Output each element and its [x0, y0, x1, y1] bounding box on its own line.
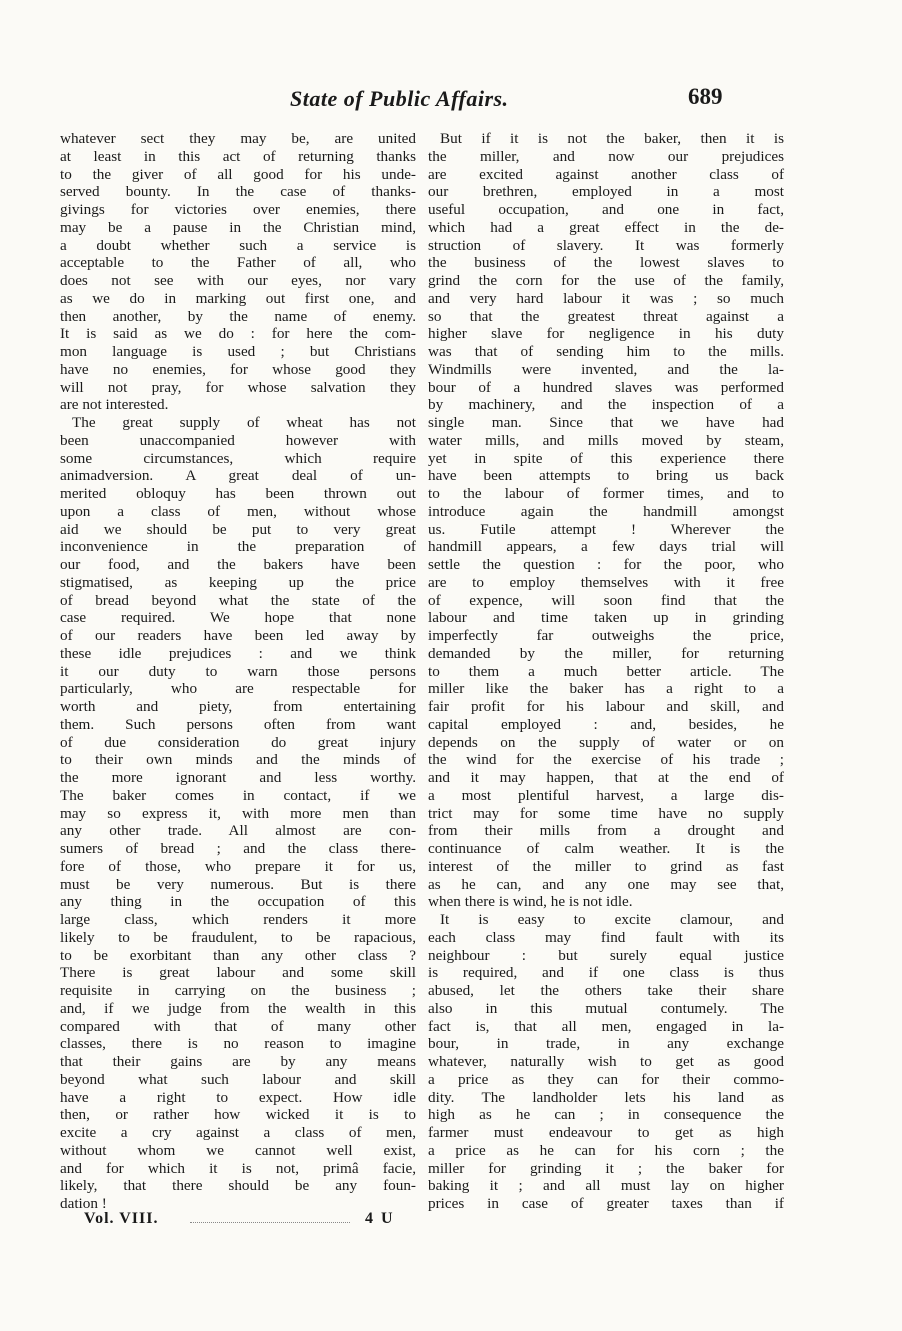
text-line: must be very numerous. But is there	[60, 875, 416, 893]
text-line: a most plentiful harvest, a large dis-	[428, 786, 784, 804]
text-line: inconvenience in the preparation of	[60, 538, 416, 556]
text-line: them. Such persons often from want	[60, 715, 416, 733]
text-line: large class, which renders it more	[60, 911, 416, 928]
text-line: is required, and if one class is thus	[428, 964, 784, 982]
text-line: the business of the lowest slaves to	[428, 254, 784, 272]
text-line: capital employed : and, besides, he	[428, 715, 784, 733]
text-line: does not see with our eyes, nor vary	[60, 272, 416, 289]
text-line: introduce again the handmill amongst	[428, 502, 784, 520]
text-line: and very hard labour it was ; so much	[428, 289, 784, 307]
text-line: farmer must endeavour to get as high	[428, 1124, 784, 1141]
left-column	[60, 130, 416, 1213]
text-line: baking it ; and all must lay on higher	[428, 1177, 784, 1195]
text-line: to them a much better article. The	[428, 662, 784, 680]
text-line: have a right to expect. How idle	[60, 1088, 416, 1106]
text-line: are to employ themselves with it free	[428, 573, 784, 591]
text-line: excite a cry against a class of men,	[60, 1124, 416, 1141]
text-line: from their mills from a drought and	[428, 822, 784, 840]
text-line: handmill appears, a few days trial will	[428, 538, 784, 556]
text-line: are excited against another class of	[428, 165, 784, 183]
text-line: the wind for the exercise of his trade ;	[428, 751, 784, 769]
text-line: imperfectly far outweighs the price,	[428, 627, 784, 644]
text-line: upon a class of men, without whose	[60, 502, 416, 520]
text-line: of our readers have been led away by	[60, 627, 416, 644]
text-line: have no enemies, for whose good they	[60, 360, 416, 378]
text-line: any other trade. All almost are con-	[60, 822, 416, 840]
text-line: givings for victories over enemies, there	[60, 201, 416, 218]
text-line: animadversion. A great deal of un-	[60, 467, 416, 485]
text-line: beyond what such labour and skill	[60, 1070, 416, 1088]
text-line: water mills, and mills moved by steam,	[428, 431, 784, 449]
text-line: when there is wind, he is not idle.	[428, 893, 633, 911]
text-line: to their own minds and the minds of	[60, 751, 416, 769]
text-line: will not pray, for whose salvation they	[60, 378, 416, 396]
text-line: a price as they can for their commo-	[428, 1070, 784, 1088]
text-line: and, if we judge from the wealth in this	[60, 999, 416, 1017]
right-column	[428, 130, 784, 1213]
text-line: our food, and the bakers have been	[60, 556, 416, 573]
text-line: yet in spite of this experience there	[428, 449, 784, 467]
text-line: to be exorbitant than any other class ?	[60, 946, 416, 964]
text-line: have been attempts to bring us back	[428, 467, 784, 485]
text-line: as we do in marking out first one, and	[60, 289, 416, 307]
text-line: of bread beyond what the state of the	[60, 591, 416, 609]
text-line: may so express it, with more men than	[60, 804, 416, 822]
text-line: higher slave for negligence in his duty	[428, 325, 784, 343]
text-line: The baker comes in contact, if we	[60, 786, 416, 804]
text-line: classes, there is no reason to imagine	[60, 1035, 416, 1053]
text-line: depends on the supply of water or on	[428, 733, 784, 751]
text-line: useful occupation, and one in fact,	[428, 201, 784, 218]
text-line: a price as he can for his corn ; the	[428, 1141, 784, 1159]
text-line: the miller, and now our prejudices	[428, 147, 784, 165]
text-line: and it may happen, that at the end of	[428, 769, 784, 786]
text-line: bour, in trade, in any exchange	[428, 1035, 784, 1053]
text-line: been unaccompanied however with	[60, 431, 416, 449]
text-line: fact is, that all men, engaged in la-	[428, 1017, 784, 1035]
text-line: interest of the miller to grind as fast	[428, 857, 784, 875]
text-line: as he can, and any one may see that,	[428, 875, 784, 893]
text-line: There is great labour and some skill	[60, 964, 416, 982]
text-line: dity. The landholder lets his land as	[428, 1088, 784, 1106]
text-line: then, or rather how wicked it is to	[60, 1106, 416, 1124]
text-line: by machinery, and the inspection of a	[428, 396, 784, 414]
text-line: likely to be fraudulent, to be rapacious,	[60, 928, 416, 946]
text-line: trict may for some time have no supply	[428, 804, 784, 822]
text-line: labour and time taken up in grinding	[428, 609, 784, 627]
text-line: abused, let the others take their share	[428, 982, 784, 999]
text-line: served bounty. In the case of thanks-	[60, 183, 416, 201]
text-line: may be a pause in the Christian mind,	[60, 218, 416, 236]
text-line: high as he can ; in consequence the	[428, 1106, 784, 1124]
text-line: the more ignorant and less worthy.	[60, 769, 416, 786]
text-line: But if it is not the baker, then it is	[440, 130, 784, 147]
text-line: It is said as we do : for here the com-	[60, 325, 416, 343]
text-line: The great supply of wheat has not	[72, 414, 416, 431]
text-line: whatever sect they may be, are united	[60, 130, 416, 147]
running-title: State of Public Affairs.	[290, 86, 509, 111]
text-line: are not interested.	[60, 396, 169, 414]
dotted-leader	[190, 1222, 350, 1223]
text-line: likely, that there should be any foun-	[60, 1177, 416, 1195]
text-line: a doubt whether such a service is	[60, 236, 416, 254]
text-line: it our duty to warn those persons	[60, 662, 416, 680]
text-line: our brethren, employed in a most	[428, 183, 784, 201]
text-line: without whom we cannot well exist,	[60, 1141, 416, 1159]
text-line: at least in this act of returning thanks	[60, 147, 416, 165]
text-line: that their gains are by any means	[60, 1053, 416, 1070]
text-line: miller like the baker has a right to a	[428, 680, 784, 698]
text-line: bour of a hundred slaves was performed	[428, 378, 784, 396]
text-line: compared with that of many other	[60, 1017, 416, 1035]
text-line: some circumstances, which require	[60, 449, 416, 467]
text-line: fair profit for his labour and skill, and	[428, 698, 784, 715]
text-line: whatever, naturally wish to get as good	[428, 1053, 784, 1070]
text-line: any thing in the occupation of this	[60, 893, 416, 911]
text-line: mon language is used ; but Christians	[60, 343, 416, 360]
text-line: each class may find fault with its	[428, 928, 784, 946]
page-number: 689	[688, 84, 723, 109]
text-line: continuance of calm weather. It is the	[428, 840, 784, 857]
signature-note: 4 U	[365, 1210, 395, 1227]
text-line: merited obloquy has been thrown out	[60, 485, 416, 502]
text-line: also in this mutual contumely. The	[428, 999, 784, 1017]
text-line: case required. We hope that none	[60, 609, 416, 627]
text-line: to the giver of all good for his unde-	[60, 165, 416, 183]
text-line: prices in case of greater taxes than if	[428, 1195, 784, 1212]
running-head	[0, 86, 902, 116]
text-line: these idle prejudices : and we think	[60, 644, 416, 662]
text-line: us. Futile attempt ! Wherever the	[428, 520, 784, 538]
text-line: then another, by the name of enemy.	[60, 307, 416, 325]
text-line: stigmatised, as keeping up the price	[60, 573, 416, 591]
text-line: requisite in carrying on the business ;	[60, 982, 416, 999]
text-line: so that the greatest threat against a	[428, 307, 784, 325]
text-line: of expence, will soon find that the	[428, 591, 784, 609]
text-line: and for which it is not, primâ facie,	[60, 1159, 416, 1177]
text-line: struction of slavery. It was formerly	[428, 236, 784, 254]
text-line: settle the question : for the poor, who	[428, 556, 784, 573]
text-line: Windmills were invented, and the la-	[428, 360, 784, 378]
text-line: was that of sending him to the mills.	[428, 343, 784, 360]
text-line: miller for grinding it ; the baker for	[428, 1159, 784, 1177]
volume-mark: Vol. VIII.	[84, 1210, 159, 1227]
text-line: sumers of bread ; and the class there-	[60, 840, 416, 857]
text-line: dation !	[60, 1195, 107, 1212]
text-line: acceptable to the Father of all, who	[60, 254, 416, 272]
text-line: grind the corn for the use of the family,	[428, 272, 784, 289]
text-line: aid we should be put to very great	[60, 520, 416, 538]
text-line: of due consideration do great injury	[60, 733, 416, 751]
text-line: to the labour of former times, and to	[428, 485, 784, 502]
text-line: worth and piety, from entertaining	[60, 698, 416, 715]
text-line: neighbour : but surely equal justice	[428, 946, 784, 964]
text-line: single man. Since that we have had	[428, 414, 784, 431]
text-line: It is easy to excite clamour, and	[440, 911, 784, 928]
text-line: fore of those, who prepare it for us,	[60, 857, 416, 875]
text-line: which had a great effect in the de-	[428, 218, 784, 236]
text-line: particularly, who are respectable for	[60, 680, 416, 698]
page-footer	[0, 1210, 902, 1234]
text-line: demanded by the miller, for returning	[428, 644, 784, 662]
